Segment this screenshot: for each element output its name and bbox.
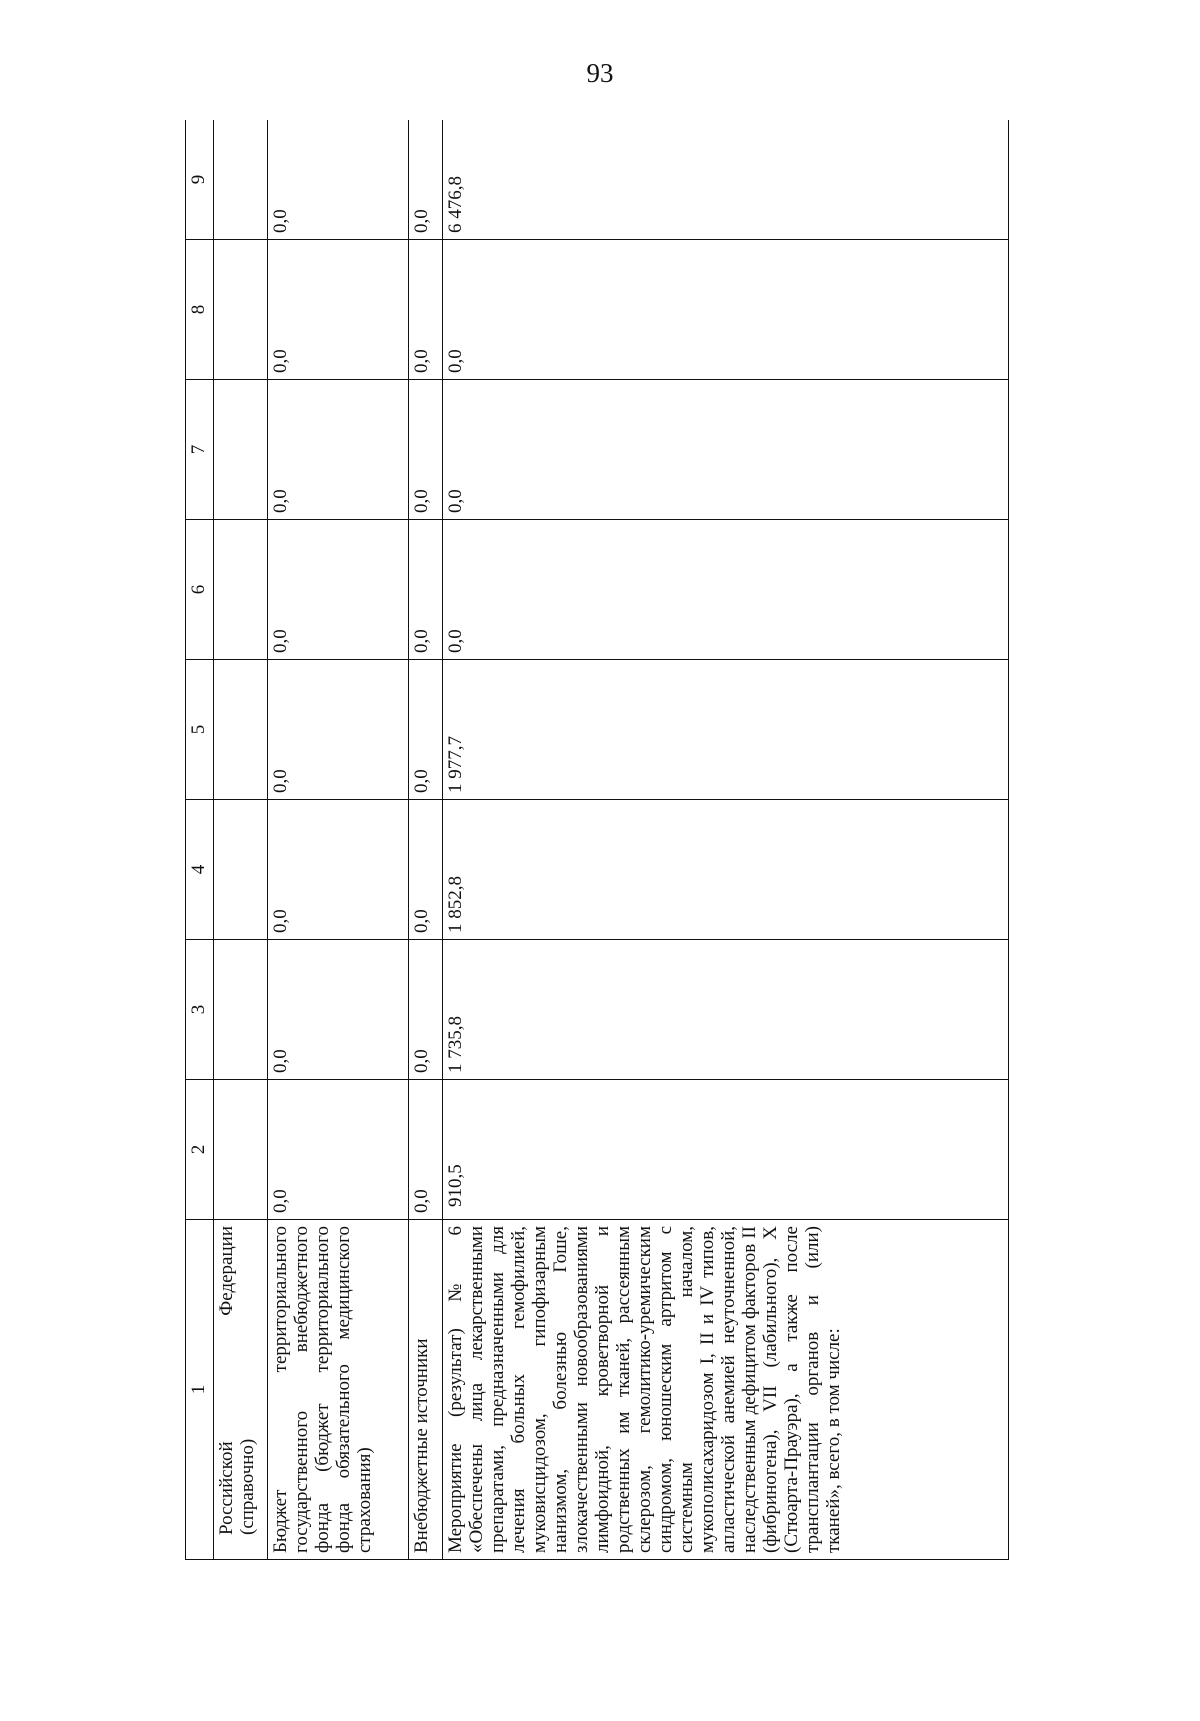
budget-value: 0,0 <box>268 660 409 800</box>
budget-label: Бюджет территориального государственного внебюджетного фонда (бюджет территориального фонда обязательного медицинского страхования) <box>268 1220 409 1560</box>
budget-row <box>268 120 409 1560</box>
event-value: 6 476,8 <box>443 120 1009 240</box>
column-number-row <box>186 120 214 1560</box>
budget-value: 0,0 <box>268 800 409 940</box>
rotated-table-content <box>185 120 1093 1560</box>
offbudget-value: 0,0 <box>409 1080 443 1220</box>
offbudget-value: 0,0 <box>409 800 443 940</box>
column-number: 8 <box>186 240 214 380</box>
table-cell <box>214 520 268 660</box>
continuation-line: (справочно) <box>237 1438 258 1535</box>
financing-table <box>185 120 1009 1560</box>
budget-value: 0,0 <box>268 940 409 1080</box>
continuation-line: Российской Федерации <box>216 1226 237 1535</box>
column-number: 6 <box>186 520 214 660</box>
event-value: 0,0 <box>443 520 1009 660</box>
event-value: 1 735,8 <box>443 940 1009 1080</box>
event-label: Мероприятие (результат) № 6 «Обеспечены лица лекарственными препаратами, предназначенными для лечения больных гемофилией, муковисцидозом, гипофизарным нанизмом, болезнью Гоше, злокачественными новообразованиями лимфоидной, кроветворной и родственных им тканей, рассеянным склерозом, гемолитико-уремическим синдромом, юношеским артритом с системным началом, мукополисахаридозом I, II и IV типов, апластической анемией неуточненной, наследственным дефицитом факторов II (фибриногена), VII (лабильного), X (Стюарта-Прауэра), а также после трансплантации органов и (или) тканей», всего, в том числе: <box>443 1220 1009 1560</box>
offbudget-value: 0,0 <box>409 240 443 380</box>
budget-value: 0,0 <box>268 520 409 660</box>
offbudget-row <box>409 120 443 1560</box>
table-cell <box>214 380 268 520</box>
event-value: 0,0 <box>443 380 1009 520</box>
table-cell <box>214 940 268 1080</box>
continuation-row <box>214 120 268 1560</box>
table-cell <box>214 1080 268 1220</box>
column-number: 5 <box>186 660 214 800</box>
offbudget-value: 0,0 <box>409 660 443 800</box>
budget-value: 0,0 <box>268 380 409 520</box>
event-row <box>443 120 1009 1560</box>
event-value: 1 852,8 <box>443 800 1009 940</box>
budget-value: 0,0 <box>268 120 409 240</box>
page-number: 93 <box>586 58 614 88</box>
budget-value: 0,0 <box>268 1080 409 1220</box>
offbudget-label: Внебюджетные источники <box>409 1220 443 1560</box>
offbudget-value: 0,0 <box>409 380 443 520</box>
table-cell <box>214 800 268 940</box>
budget-value: 0,0 <box>268 240 409 380</box>
event-value: 0,0 <box>443 240 1009 380</box>
offbudget-value: 0,0 <box>409 120 443 240</box>
continuation-label <box>214 1220 268 1560</box>
column-number: 1 <box>186 1220 214 1560</box>
column-number: 7 <box>186 380 214 520</box>
column-number: 2 <box>186 1080 214 1220</box>
table-cell <box>214 660 268 800</box>
column-number: 9 <box>186 120 214 240</box>
event-value: 1 977,7 <box>443 660 1009 800</box>
table-cell <box>214 240 268 380</box>
table-cell <box>214 120 268 240</box>
column-number: 3 <box>186 940 214 1080</box>
event-value: 910,5 <box>443 1080 1009 1220</box>
offbudget-value: 0,0 <box>409 940 443 1080</box>
rotated-table-frame <box>185 120 1093 1560</box>
column-number: 4 <box>186 800 214 940</box>
offbudget-value: 0,0 <box>409 520 443 660</box>
